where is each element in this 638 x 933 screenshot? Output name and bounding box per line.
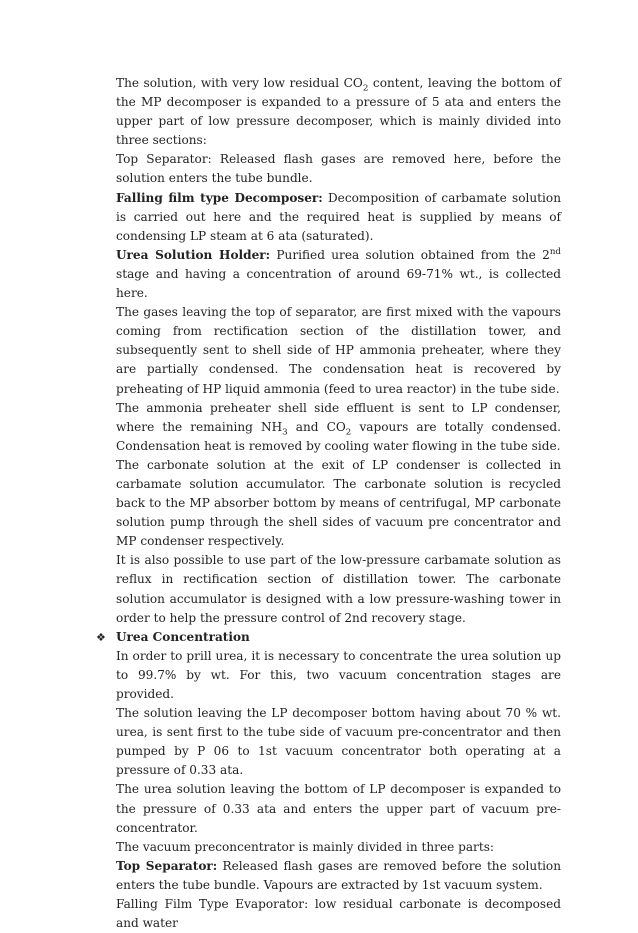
term-label: Urea Solution Holder:: [116, 247, 271, 262]
section-title: Urea Concentration: [116, 629, 250, 644]
text-run: content, leaving the bottom of the MP decomposer is expanded to a pressure of 5 ata and enters the upper part of low pressure decomposer, which is mainly divided into three sections:: [116, 76, 561, 148]
paragraph-urea-expanded: The urea solution leaving the bottom of LP decomposer is expanded to the pressure of 0.33 ata and enters the upper part of vacuum pre-concentrator.: [116, 782, 561, 835]
paragraph-falling-film-decomposer: [116, 189, 561, 246]
text-run: Purified urea solution obtained from the 2: [270, 247, 550, 262]
subscript: 3: [282, 427, 288, 438]
paragraph-lp-decomposer-bottom: The solution leaving the LP decomposer bottom having about 70 % wt. urea, is sent first to the tube side of vacuum pre-concentrator and then pumped by P 06 to 1st vacuum concentrator both operating at a pressure of 0.33 ata.: [116, 706, 561, 778]
superscript: nd: [549, 246, 561, 257]
paragraph-top-separator-vacuum: [116, 857, 561, 895]
text-run: The solution, with very low residual CO: [116, 76, 363, 90]
term-label: Falling film type Decomposer:: [116, 190, 323, 205]
text-run: Decomposition of carbamate solution is carried out here and the required heat is supplied by means of condensing LP steam at 6 ata (saturated).: [116, 190, 561, 243]
text-run: Released flash gases are removed before the solution enters the tube bundle. Vapours are extracted by 1st vacuum system.: [116, 858, 562, 892]
paragraph-ammonia-preheater: [116, 399, 561, 456]
paragraph-carbonate-solution: The carbonate solution at the exit of LP condenser is collected in carbamate solution accumulator. The carbonate solution is recycled back to the MP absorber bottom by means of centrifugal, MP carbonate solution pump through the shell sides of vacuum pre concentrator and MP condenser respectively.: [116, 457, 561, 549]
paragraph-preconcentrator-parts: The vacuum preconcentrator is mainly divided in three parts:: [116, 839, 494, 854]
paragraph-gases-separator: The gases leaving the top of separator, are first mixed with the vapours coming from rectification section of the distillation tower, and subsequently sent to shell side of HP ammonia preheater, where they are partially condensed. The condensation heat is recovered by preheating of HP liquid ammonia (feed to urea reactor) in the tube side.: [116, 305, 561, 396]
term-label: Top Separator:: [116, 858, 218, 873]
diamond-bullet-icon: ❖: [96, 630, 106, 644]
text-run: and CO: [287, 419, 346, 434]
document-page: [96, 74, 562, 933]
subscript: 2: [345, 427, 352, 438]
text-run: vapours are totally condensed. Condensation heat is removed by cooling water flowing in the tube side.: [116, 419, 561, 453]
text-run: The ammonia preheater shell side effluent is sent to LP condenser, where the remaining NH: [116, 400, 561, 434]
paragraph-urea-solution-holder: [116, 246, 561, 303]
paragraph-prill-urea: In order to prill urea, it is necessary to concentrate the urea solution up to 99.7% by wt. For this, two vacuum concentration stages are provided.: [116, 648, 561, 701]
paragraph-top-separator: Top Separator: Released flash gases are removed here, before the solution enters the tube bundle.: [116, 152, 561, 186]
paragraph-reflux: It is also possible to use part of the low-pressure carbamate solution as reflux in rectification section of distillation tower. The carbonate solution accumulator is designed with a low pressure-washing tower in order to help the pressure control of 2nd recovery stage.: [116, 553, 561, 625]
paragraph-falling-film-evaporator: Falling Film Type Evaporator: low residual carbonate is decomposed and water: [116, 897, 561, 931]
text-run: stage and having a concentration of around 69-71% wt., is collected here.: [116, 266, 561, 301]
paragraph-lp-decomposer-intro: [116, 74, 561, 150]
section-heading-urea-concentration: [96, 628, 561, 647]
subscript: 2: [362, 83, 369, 94]
